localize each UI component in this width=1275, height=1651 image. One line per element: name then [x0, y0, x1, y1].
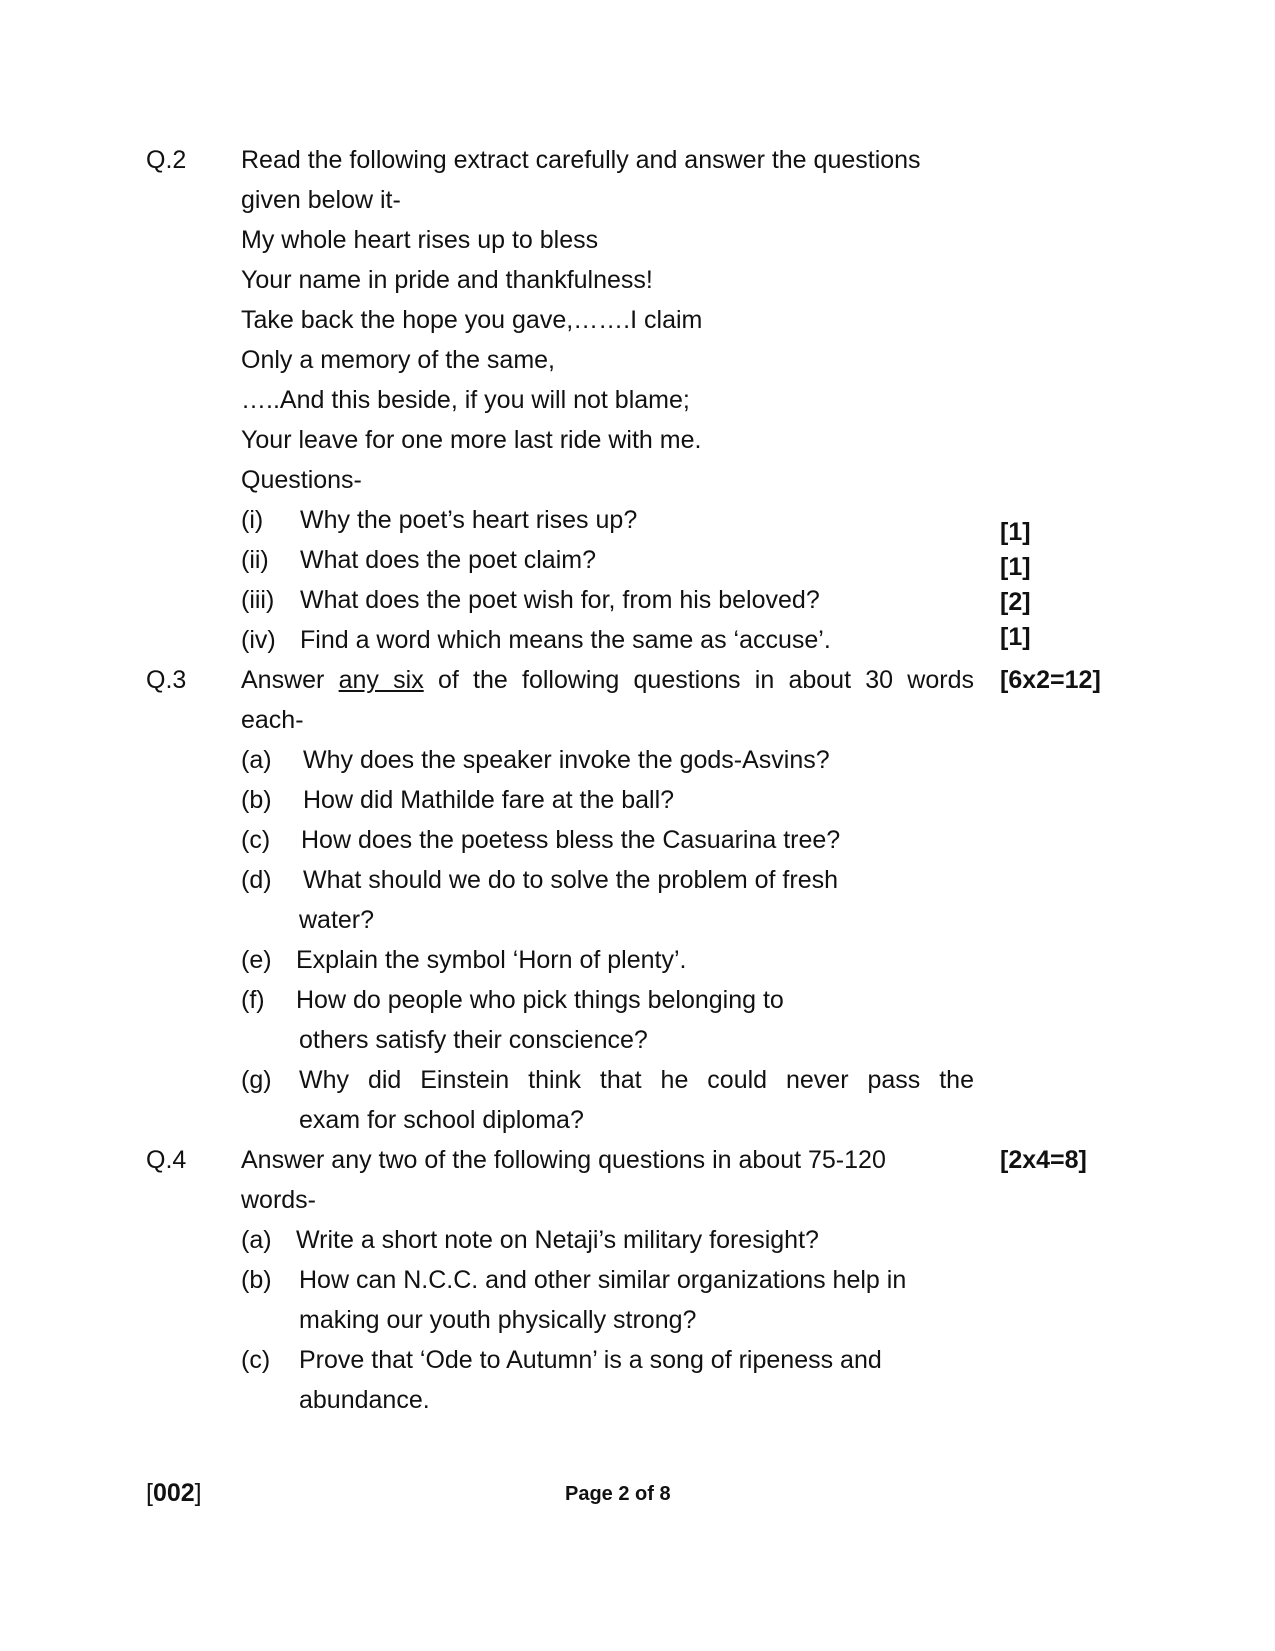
q4-item-label-b: (b) [241, 1266, 272, 1294]
poem-line-2: Your name in pride and thankfulness! [241, 266, 653, 294]
q4-item-text-b: How can N.C.C. and other similar organizations help in [299, 1266, 907, 1294]
poem-line-1: My whole heart rises up to bless [241, 226, 599, 254]
q3-marks: [6x2=12] [1000, 666, 1101, 694]
q3-item-text-d: What should we do to solve the problem of fresh [303, 866, 839, 894]
q3-item-text-c: How does the poetess bless the Casuarina tree? [301, 826, 841, 854]
questions-label: Questions- [241, 466, 362, 494]
q2-item-text-iv: Find a word which means the same as ‘accuse’. [300, 626, 831, 654]
paper-code-value: 002 [152, 1479, 195, 1507]
q3-item-text-g: Why did Einstein think that he could never pass the [299, 1066, 974, 1094]
q2-intro-line-2: given below it- [241, 186, 401, 214]
q4-marks: [2x4=8] [1000, 1146, 1087, 1174]
q3-item-text-a: Why does the speaker invoke the gods-Asvins? [303, 746, 830, 774]
q4-item-label-c: (c) [241, 1346, 271, 1374]
q2-item-label-ii: (ii) [241, 546, 269, 574]
q3-intro-post: of the following questions in about 30 words [437, 666, 974, 694]
q3-item-label-a: (a) [241, 746, 272, 774]
q2-item-marks-ii: [1] [1000, 553, 1031, 581]
q4-item-text-c: Prove that ‘Ode to Autumn’ is a song of ripeness and [299, 1346, 882, 1374]
q3-item-label-c: (c) [241, 826, 271, 854]
q4-item-text-a: Write a short note on Netaji’s military foresight? [296, 1226, 819, 1254]
q4-item-text-c-cont: abundance. [299, 1386, 430, 1414]
q3-item-label-d: (d) [241, 866, 272, 894]
q4-number: Q.4 [146, 1146, 187, 1174]
q4-intro-line-2: words- [241, 1186, 317, 1214]
q3-number: Q.3 [146, 666, 187, 694]
q2-number: Q.2 [146, 146, 187, 174]
q4-item-label-a: (a) [241, 1226, 272, 1254]
q3-item-text-f-cont: others satisfy their conscience? [299, 1026, 648, 1054]
paper-code-close: ] [194, 1479, 202, 1507]
poem-line-4: Only a memory of the same, [241, 346, 556, 374]
q3-intro-line-2: each- [241, 706, 304, 734]
q3-item-label-e: (e) [241, 946, 272, 974]
q4-item-text-b-cont: making our youth physically strong? [299, 1306, 697, 1334]
q3-item-text-d-cont: water? [299, 906, 375, 934]
q2-item-marks-i: [1] [1000, 518, 1031, 546]
q3-intro-underlined: any six [338, 666, 424, 694]
q4-intro-line-1: Answer any two of the following questions in about 75-120 [241, 1146, 886, 1174]
poem-line-6: Your leave for one more last ride with me. [241, 426, 702, 454]
poem-line-3: Take back the hope you gave,…….I claim [241, 306, 703, 334]
q2-item-text-i: Why the poet’s heart rises up? [300, 506, 638, 534]
paper-code [146, 1478, 202, 1508]
q2-item-label-iv: (iv) [241, 626, 276, 654]
q3-item-text-g-cont: exam for school diploma? [299, 1106, 584, 1134]
q2-item-marks-iv: [1] [1000, 623, 1031, 651]
q2-item-text-ii: What does the poet claim? [300, 546, 596, 574]
q2-item-marks-iii: [2] [1000, 588, 1031, 616]
q3-item-text-e: Explain the symbol ‘Horn of plenty’. [296, 946, 687, 974]
q3-item-label-g: (g) [241, 1066, 272, 1094]
q2-intro-line-1: Read the following extract carefully and answer the questions [241, 146, 921, 174]
q2-item-label-iii: (iii) [241, 586, 275, 614]
page-number: Page 2 of 8 [565, 1483, 671, 1505]
q3-item-label-f: (f) [241, 986, 265, 1014]
paper-code-open: [ [146, 1479, 153, 1507]
q2-item-text-iii: What does the poet wish for, from his beloved? [300, 586, 820, 614]
q3-item-text-f: How do people who pick things belonging to [296, 986, 784, 1014]
q3-item-text-b: How did Mathilde fare at the ball? [303, 786, 675, 814]
q2-item-label-i: (i) [241, 506, 264, 534]
poem-line-5: …..And this beside, if you will not blame; [241, 386, 690, 414]
q3-item-label-b: (b) [241, 786, 272, 814]
q3-intro-pre: Answer [241, 666, 325, 694]
q3-intro-line-1 [241, 665, 974, 695]
